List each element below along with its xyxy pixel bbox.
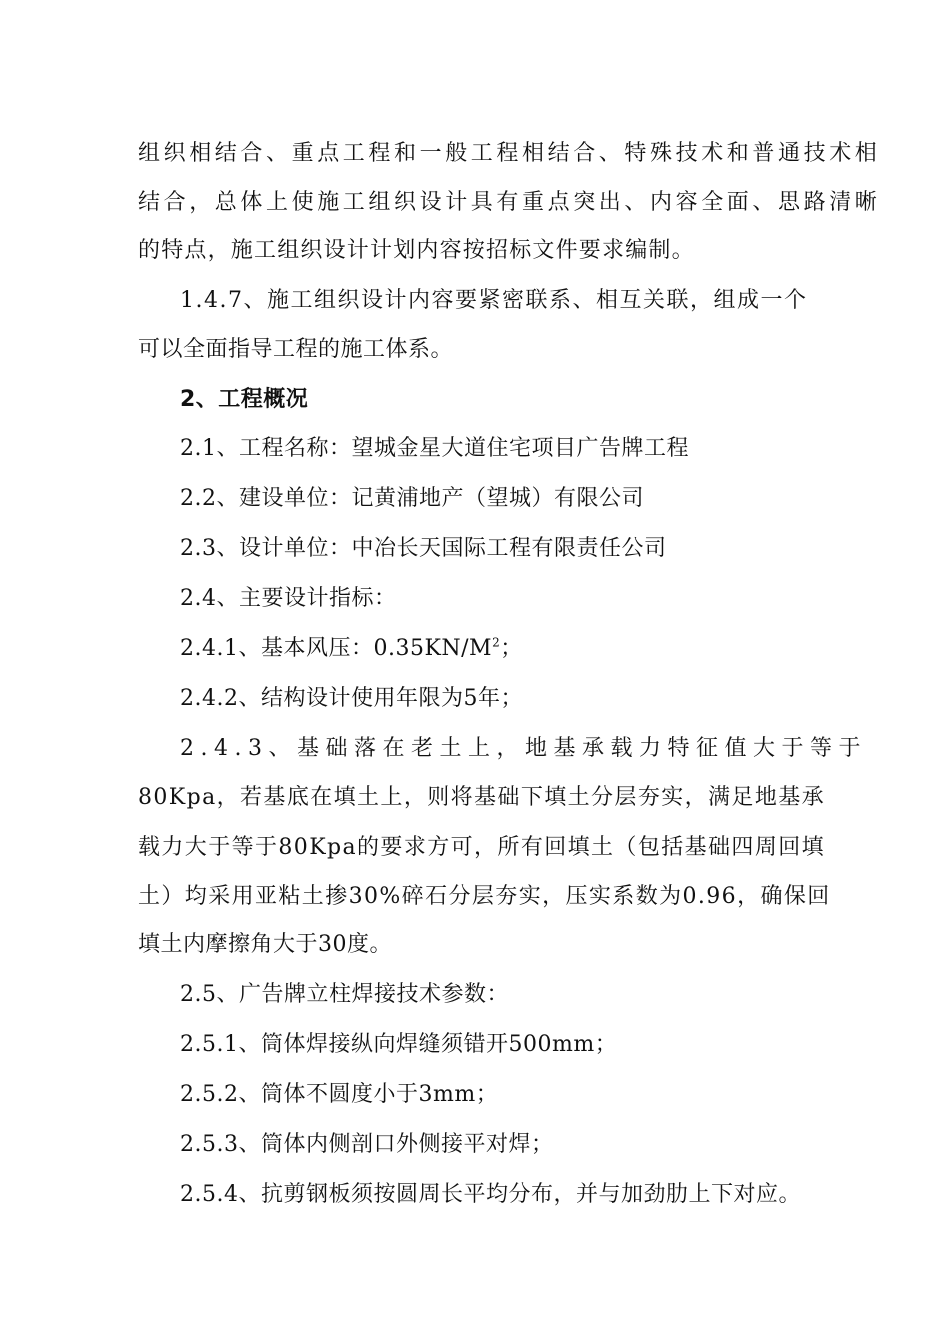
item-2-5-3: 2.5.3、筒体内侧剖口外侧接平对焊；: [180, 1132, 554, 1157]
item-1-4-7-line-2: 可以全面指导工程的施工体系。: [138, 337, 454, 362]
section-heading: 2、工程概况: [180, 387, 309, 412]
item-2-4-1-tail: ；: [500, 636, 523, 661]
item-2-5-2: 2.5.2、筒体不圆度小于3mm；: [180, 1082, 499, 1107]
item-2-4-3-line-2: 80Kpa，若基底在填土上，则将基础下填土分层夯实，满足地基承: [138, 785, 826, 810]
item-2-3: 2.3、设计单位：中冶长天国际工程有限责任公司: [180, 536, 667, 561]
item-2-4-3-line-4: 土）均采用亚粘土掺30%碎石分层夯实，压实系数为0.96，确保回: [138, 884, 831, 909]
item-2-4-2: 2.4.2、结构设计使用年限为5年；: [180, 686, 523, 711]
item-2-5-4: 2.5.4、抗剪钢板须按圆周长平均分布，并与加劲肋上下对应。: [180, 1182, 801, 1207]
para-1-line-1: 组织相结合、重点工程和一般工程相结合、特殊技术和普通技术相: [138, 141, 881, 166]
item-2-4-1: [180, 624, 523, 674]
item-2-1: 2.1、工程名称：望城金星大道住宅项目广告牌工程: [180, 436, 689, 461]
item-2-4: 2.4、主要设计指标：: [180, 586, 397, 611]
item-2-2: 2.2、建设单位：记黄浦地产（望城）有限公司: [180, 486, 644, 511]
para-1-line-3: 的特点，施工组织设计计划内容按招标文件要求编制。: [138, 238, 695, 263]
item-2-5: 2.5、广告牌立柱焊接技术参数：: [180, 982, 509, 1007]
item-2-4-1-text: 2.4.1、基本风压：0.35KN/M: [180, 636, 493, 661]
item-1-4-7-line-1: 1.4.7、施工组织设计内容要紧密联系、相互关联，组成一个: [180, 288, 808, 313]
item-2-5-1: 2.5.1、筒体焊接纵向焊缝须错开500mm；: [180, 1032, 618, 1057]
para-1-line-2: 结合，总体上使施工组织设计具有重点突出、内容全面、思路清晰: [138, 190, 881, 215]
item-2-4-3-line-1: 2.4.3、基础落在老土上，地基承载力特征值大于等于: [180, 736, 867, 761]
item-2-4-3-line-5: 填土内摩擦角大于30度。: [138, 932, 392, 957]
item-2-4-3-line-3: 载力大于等于80Kpa的要求方可，所有回填土（包括基础四周回填: [138, 835, 826, 860]
item-2-4-1-superscript: 2: [492, 635, 501, 650]
